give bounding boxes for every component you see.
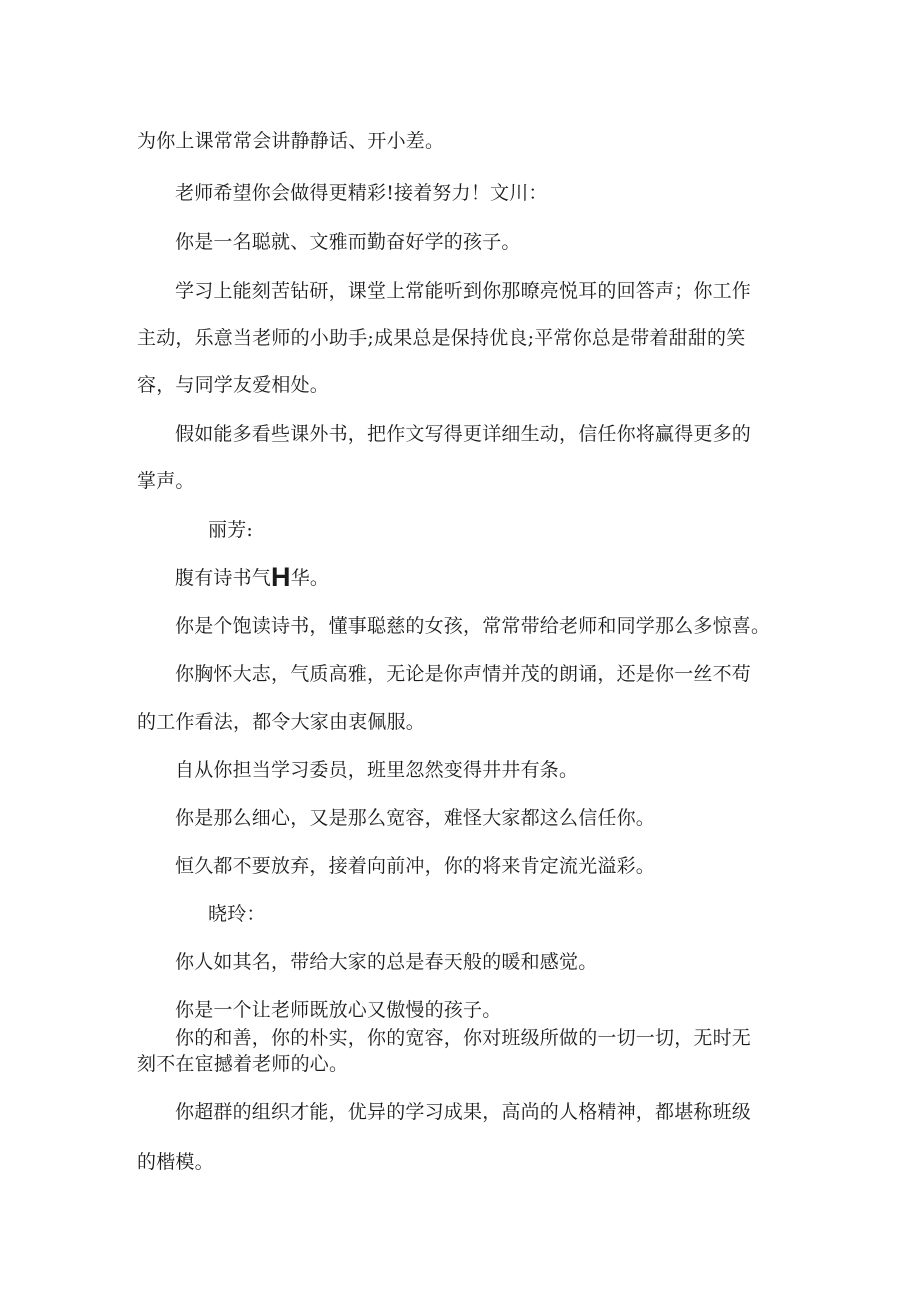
paragraph-line-12: 你胸怀大志，气质高雅，无论是你声情并茂的朗诵，还是你一丝不苟	[175, 663, 752, 685]
paragraph-line-10	[175, 562, 330, 592]
large-h-glyph: H	[271, 562, 291, 592]
paragraph-line-8: 掌声。	[137, 470, 195, 492]
paragraph-line-21: 刻不在宦撼着老师的心。	[137, 1053, 349, 1075]
paragraph-line-15: 你是那么细心，又是那么宽容，难怪大家都这么信任你。	[175, 807, 656, 829]
paragraph-line-7: 假如能多看些课外书，把作文写得更详细生动，信任你将赢得更多的	[175, 423, 752, 445]
paragraph-line-4: 学习上能刻苦钻研，课堂上常能听到你那暸亮悦耳的回答声；你工作	[175, 280, 752, 302]
text-segment: 华。	[290, 567, 330, 589]
paragraph-line-14: 自从你担当学习委员，班里忽然变得井井有条。	[175, 759, 579, 781]
paragraph-line-19: 你是一个让老师既放心又傲慢的孩子。	[175, 999, 502, 1021]
paragraph-line-13: 的工作看法，都令大家由衷佩服。	[137, 711, 426, 733]
paragraph-line-11: 你是个饱读诗书，懂事聪慈的女孩，常常带给老师和同学那么多惊喜。	[175, 615, 771, 637]
paragraph-line-22: 你超群的组织才能，优异的学习成果，高尚的人格精神，都堪称班级	[175, 1101, 752, 1123]
paragraph-line-5: 主动，乐意当老师的小助手;成果总是保持优良;平常你总是带着甜甜的笑	[137, 327, 746, 349]
paragraph-line-1: 为你上课常常会讲静静话、开小差。	[137, 130, 445, 152]
paragraph-line-20: 你的和善，你的朴实，你的宽容，你对班级所做的一切一切，无时无	[175, 1027, 752, 1049]
paragraph-line-16: 恒久都不要放弃，接着向前冲，你的将来肯定流光溢彩。	[175, 855, 656, 877]
name-heading-lifang: 丽芳:	[208, 519, 254, 541]
paragraph-line-2: 老师希望你会做得更精彩!接着努力！文川：	[175, 182, 548, 204]
name-heading-xiaoling: 晓玲：	[208, 903, 266, 925]
paragraph-line-23: 的楷模。	[137, 1151, 214, 1173]
text-segment: 腹有诗书气	[175, 567, 272, 589]
paragraph-line-6: 容，与同学友爱相处。	[137, 374, 330, 396]
paragraph-line-18: 你人如其名，带给大家的总是春天般的暖和感觉。	[175, 951, 598, 973]
paragraph-line-3: 你是一名聪就、文雅而勤奋好学的孩子。	[175, 231, 521, 253]
